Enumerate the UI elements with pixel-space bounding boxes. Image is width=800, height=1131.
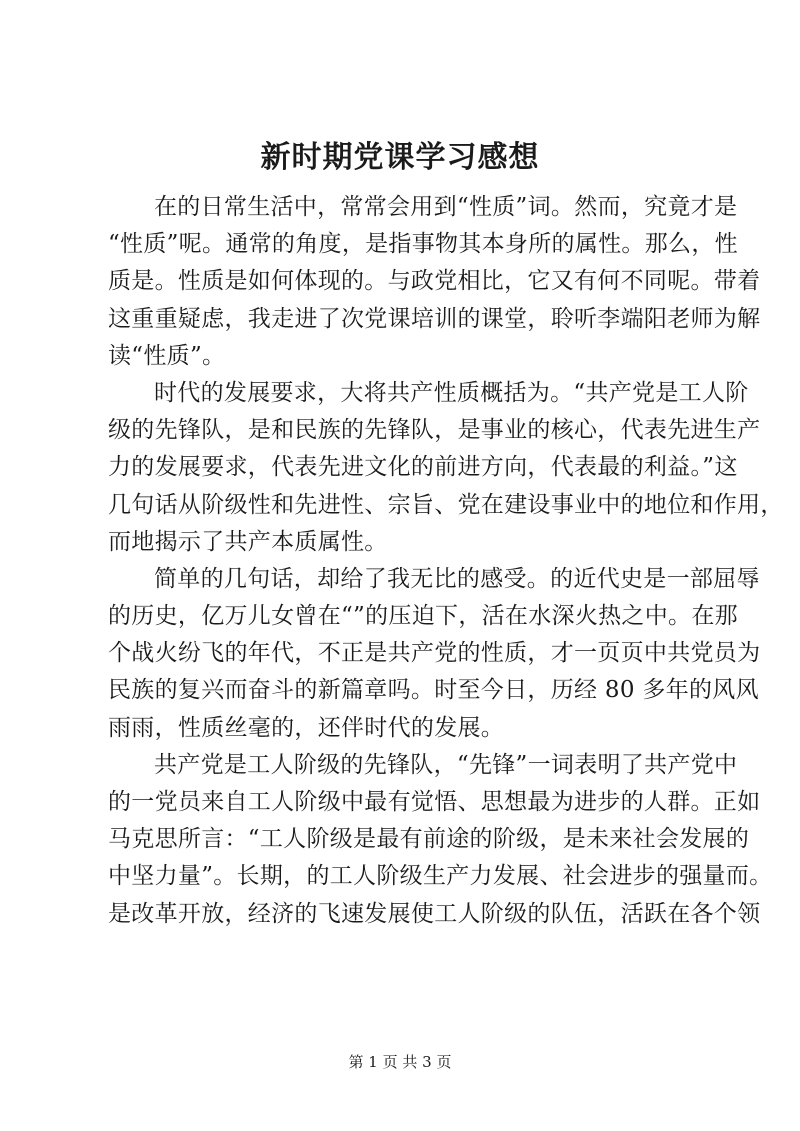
text-line: 民族的复兴而奋斗的新篇章吗。时至今日，历经 80 多年的风风 xyxy=(108,677,759,704)
paragraph-4 xyxy=(108,747,773,933)
text-line: 几句话从阶级性和先进性、宗旨、党在建设事业中的地位和作用， xyxy=(108,491,784,518)
paragraph-2 xyxy=(108,375,784,561)
text-line: 读“性质”。 xyxy=(108,342,226,369)
document-title: 新时期党课学习感想 xyxy=(260,140,540,175)
page-footer: 第 1 页 共 3 页 xyxy=(348,1053,452,1071)
text-line: 个战火纷飞的年代，不正是共产党的性质，才一页页中共党员为 xyxy=(108,640,761,667)
paragraph-1 xyxy=(108,189,761,375)
paragraph-3 xyxy=(108,561,761,747)
text-line: 简单的几句话，却给了我无比的感受。的近代史是一部屈辱 xyxy=(154,565,760,592)
text-line: 力的发展要求，代表先进文化的前进方向，代表最的利益。”这 xyxy=(108,454,738,481)
document-body xyxy=(108,189,784,933)
text-line: 的历史，亿万儿女曾在“”的压迫下，活在水深火热之中。在那 xyxy=(108,603,738,630)
text-line: 共产党是工人阶级的先锋队，“先锋”一词表明了共产党中 xyxy=(154,751,738,778)
text-line: 而地揭示了共产本质属性。 xyxy=(108,528,388,555)
text-line: 是改革开放，经济的飞速发展使工人阶级的队伍，活跃在各个领 xyxy=(108,900,761,927)
text-line: 中坚力量”。长期，的工人阶级生产力发展、社会进步的强量而。 xyxy=(108,863,773,890)
text-line: 这重重疑虑，我走进了次党课培训的课堂，聆听李端阳老师为解 xyxy=(108,305,761,332)
text-line: 级的先锋队，是和民族的先锋队，是事业的核心，代表先进生产 xyxy=(108,417,761,444)
text-line: “性质”呢。通常的角度，是指事物其本身所的属性。那么，性 xyxy=(108,231,738,258)
text-line: 雨雨，性质丝毫的，还伴时代的发展。 xyxy=(108,714,505,741)
text-line: 的一党员来自工人阶级中最有觉悟、思想最为进步的人群。正如 xyxy=(108,789,761,815)
text-line: 马克思所言：“工人阶级是最有前途的阶级，是未来社会发展的 xyxy=(108,826,750,853)
text-line: 时代的发展要求，大将共产性质概括为。“共产党是工人阶 xyxy=(154,379,749,406)
text-line: 在的日常生活中，常常会用到“性质”词。然而，究竟才是 xyxy=(154,194,738,220)
text-line: 质是。性质是如何体现的。与政党相比，它又有何不同呢。带着 xyxy=(108,268,761,295)
